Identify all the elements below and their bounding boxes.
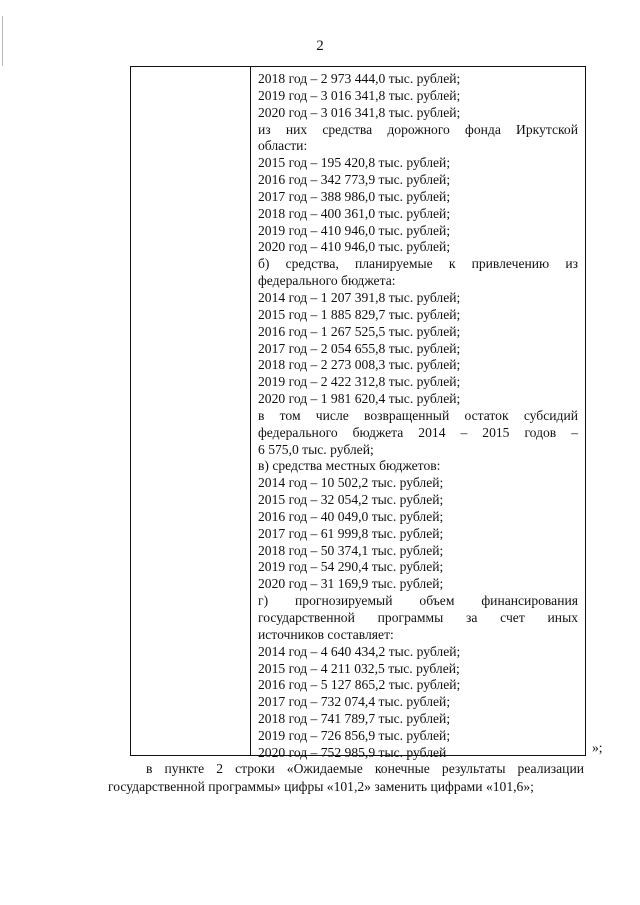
table-line: 2018 год – 2 973 444,0 тыс. рублей; bbox=[258, 71, 461, 86]
table-line: 2019 год – 410 946,0 тыс. рублей; bbox=[258, 222, 451, 238]
table-line: в) средства местных бюджетов: bbox=[258, 458, 441, 474]
table-line: из них средства дорожного фонда Иркутской bbox=[258, 121, 578, 137]
table-line: 2018 год – 2 273 008,3 тыс. рублей; bbox=[258, 357, 461, 373]
table-line: 2016 год – 342 773,9 тыс. рублей; bbox=[258, 172, 451, 188]
table-line: 2018 год – 741 789,7 тыс. рублей; bbox=[258, 711, 451, 727]
table-line: 2017 год – 732 074,4 тыс. рублей; bbox=[258, 694, 451, 710]
table-line: 2019 год – 2 422 312,8 тыс. рублей; bbox=[258, 374, 461, 390]
table-line: 2015 год – 32 054,2 тыс. рублей; bbox=[258, 492, 444, 508]
table-line: 2019 год – 54 290,4 тыс. рублей; bbox=[258, 559, 444, 575]
closing-quote: »; bbox=[592, 740, 603, 755]
table-line: области: bbox=[258, 138, 308, 154]
table-line: федерального бюджета: bbox=[258, 273, 396, 289]
table-left-cell bbox=[131, 67, 251, 755]
table-line: в том числе возвращенный остаток субсидий bbox=[258, 407, 578, 423]
table-line: 2015 год – 1 885 829,7 тыс. рублей; bbox=[258, 306, 461, 322]
table-line: источников составляет: bbox=[258, 626, 394, 642]
table-line: г) прогнозируемый объем финансирования bbox=[258, 593, 578, 609]
table-line: 2016 год – 40 049,0 тыс. рублей; bbox=[258, 508, 444, 524]
financing-table bbox=[130, 66, 586, 760]
table-right-cell bbox=[258, 71, 578, 762]
table-line: 2020 год – 410 946,0 тыс. рублей; bbox=[258, 239, 451, 255]
table-line: 2015 год – 4 211 032,5 тыс. рублей; bbox=[258, 660, 460, 676]
amendment-paragraph-line-1: в пункте 2 строки «Ожидаемые конечные результаты реализации bbox=[146, 761, 584, 776]
table-line: 2015 год – 195 420,8 тыс. рублей; bbox=[258, 155, 451, 171]
table-line: 2014 год – 10 502,2 тыс. рублей; bbox=[258, 475, 444, 491]
table-line: 2020 год – 752 985,9 тыс. рублей bbox=[258, 744, 447, 760]
table-line: 2014 год – 1 207 391,8 тыс. рублей; bbox=[258, 289, 461, 305]
table-line: 2016 год – 5 127 865,2 тыс. рублей; bbox=[258, 677, 461, 693]
table-line: б) средства, планируемые к привлечению из bbox=[258, 256, 578, 272]
table-line: 2017 год – 388 986,0 тыс. рублей; bbox=[258, 188, 451, 204]
table-line: 2019 год – 726 856,9 тыс. рублей; bbox=[258, 727, 451, 743]
amendment-paragraph-line-2: государственной программы» цифры «101,2» заменить цифрами «101,6»; bbox=[108, 779, 534, 794]
table-line: федерального бюджета 2014 – 2015 годов – bbox=[258, 424, 578, 440]
table-line: 2018 год – 400 361,0 тыс. рублей; bbox=[258, 205, 451, 221]
table-line: 2020 год – 31 169,9 тыс. рублей; bbox=[258, 576, 444, 592]
table-line: 2017 год – 2 054 655,8 тыс. рублей; bbox=[258, 340, 461, 356]
table-line: 2016 год – 1 267 525,5 тыс. рублей; bbox=[258, 323, 461, 339]
table-line: 6 575,0 тыс. рублей; bbox=[258, 441, 374, 457]
table-line: государственной программы за счет иных bbox=[258, 610, 578, 625]
table-line: 2020 год – 3 016 341,8 тыс. рублей; bbox=[258, 104, 461, 120]
table-line: 2014 год – 4 640 434,2 тыс. рублей; bbox=[258, 643, 461, 659]
table-line: 2018 год – 50 374,1 тыс. рублей; bbox=[258, 542, 444, 558]
table-line: 2019 год – 3 016 341,8 тыс. рублей; bbox=[258, 87, 461, 103]
table-line: 2017 год – 61 999,8 тыс. рублей; bbox=[258, 525, 444, 541]
table-line: 2020 год – 1 981 620,4 тыс. рублей; bbox=[258, 391, 461, 407]
page-number: 2 bbox=[316, 38, 324, 54]
